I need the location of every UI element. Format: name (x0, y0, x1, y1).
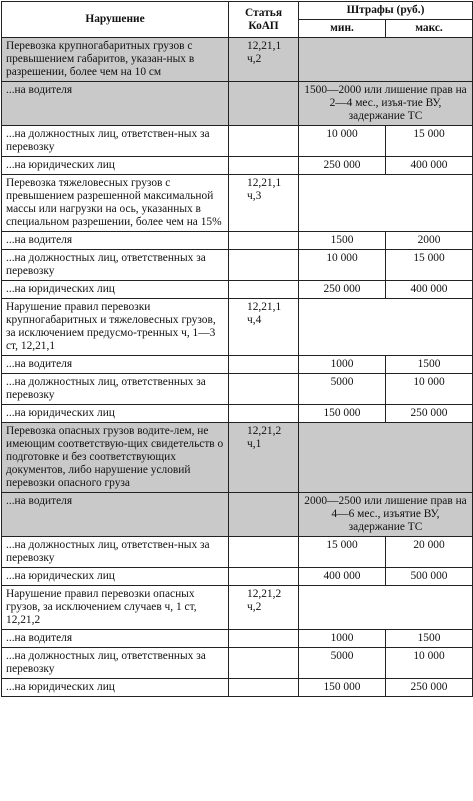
article-blank-cell (229, 537, 299, 568)
violation-row (2, 586, 473, 630)
violation-title: Перевозка крупногабаритных грузов с превышением габаритов, указан-ных в разрешении, более чем на 10 см (2, 38, 229, 82)
max-fine-cell: 15 000 (386, 126, 473, 157)
max-fine-cell: 10 000 (386, 648, 473, 679)
min-fine-cell: 250 000 (299, 157, 386, 175)
fine-subject-label: ...на должностных лиц, ответственных за перевозку (2, 648, 229, 679)
max-fine-cell: 250 000 (386, 405, 473, 423)
header-max: макс. (386, 20, 473, 38)
fine-row (2, 630, 473, 648)
max-fine-cell: 1500 (386, 630, 473, 648)
fine-subject-label: ...на водителя (2, 493, 229, 537)
article-blank-cell (229, 281, 299, 299)
fine-row (2, 568, 473, 586)
article-blank-cell (229, 126, 299, 157)
empty-fine-cell (299, 175, 473, 232)
min-fine-cell: 15 000 (299, 537, 386, 568)
violation-row (2, 175, 473, 232)
violation-row (2, 299, 473, 356)
fine-subject-label: ...на юридических лиц (2, 568, 229, 586)
article-blank-cell (229, 250, 299, 281)
fine-row (2, 281, 473, 299)
min-fine-cell: 5000 (299, 374, 386, 405)
fine-subject-label: ...на водителя (2, 232, 229, 250)
fine-subject-label: ...на юридических лиц (2, 405, 229, 423)
fine-subject-label: ...на юридических лиц (2, 281, 229, 299)
article-blank-cell (229, 679, 299, 697)
fine-subject-label: ...на водителя (2, 356, 229, 374)
article-cell: 12,21,2 ч,2 (229, 586, 299, 630)
max-fine-cell: 10 000 (386, 374, 473, 405)
article-blank-cell (229, 232, 299, 250)
fine-row (2, 232, 473, 250)
min-fine-cell: 250 000 (299, 281, 386, 299)
fines-table (1, 1, 473, 697)
article-blank-cell (229, 374, 299, 405)
violation-title: Перевозка опасных грузов водите-лем, не имеющим соответствую-щих свидетельств о подготовке и без соответствующих документов, либо нарушение условий перевозки опасного груза (2, 423, 229, 493)
min-fine-cell: 1000 (299, 356, 386, 374)
fine-row (2, 126, 473, 157)
violation-row (2, 423, 473, 493)
empty-fine-cell (299, 299, 473, 356)
article-blank-cell (229, 157, 299, 175)
combined-fine-cell: 2000—2500 или лишение прав на 4—6 мес., изъятие ВУ, задержание ТС (299, 493, 473, 537)
max-fine-cell: 500 000 (386, 568, 473, 586)
max-fine-cell: 2000 (386, 232, 473, 250)
fine-row (2, 250, 473, 281)
empty-fine-cell (299, 38, 473, 82)
article-blank-cell (229, 630, 299, 648)
header-min: мин. (299, 20, 386, 38)
fine-subject-label: ...на водителя (2, 630, 229, 648)
fine-subject-label: ...на должностных лиц, ответствен-ных за перевозку (2, 126, 229, 157)
min-fine-cell: 400 000 (299, 568, 386, 586)
fine-row (2, 493, 473, 537)
violation-title: Нарушение правил перевозки крупногабаритных и тяжеловесных грузов, за исключением предусмо-тренных ч, 1—3 ст, 12,21,1 (2, 299, 229, 356)
header-fines: Штрафы (руб.) (299, 2, 473, 20)
max-fine-cell: 400 000 (386, 157, 473, 175)
violation-row (2, 38, 473, 82)
min-fine-cell: 150 000 (299, 679, 386, 697)
article-blank-cell (229, 82, 299, 126)
fine-row (2, 356, 473, 374)
article-blank-cell (229, 356, 299, 374)
fine-subject-label: ...на юридических лиц (2, 157, 229, 175)
fine-row (2, 679, 473, 697)
min-fine-cell: 1500 (299, 232, 386, 250)
min-fine-cell: 10 000 (299, 250, 386, 281)
fine-subject-label: ...на должностных лиц, ответствен-ных за перевозку (2, 537, 229, 568)
empty-fine-cell (299, 586, 473, 630)
fine-row (2, 537, 473, 568)
max-fine-cell: 400 000 (386, 281, 473, 299)
article-cell: 12,21,1 ч,4 (229, 299, 299, 356)
fine-row (2, 157, 473, 175)
max-fine-cell: 1500 (386, 356, 473, 374)
article-cell: 12,21,1 ч,3 (229, 175, 299, 232)
header-violation: Нарушение (2, 2, 229, 38)
header-article: Статья КоАП (229, 2, 299, 38)
fine-row (2, 374, 473, 405)
fine-row (2, 405, 473, 423)
violation-title: Перевозка тяжеловесных грузов с превышением разрешенной максимальной массы или нагрузки на ось, указанных в специальном разрешении, более чем на 15% (2, 175, 229, 232)
table-body (2, 38, 473, 697)
article-blank-cell (229, 405, 299, 423)
fine-subject-label: ...на водителя (2, 82, 229, 126)
fine-row (2, 648, 473, 679)
max-fine-cell: 20 000 (386, 537, 473, 568)
violation-title: Нарушение правил перевозки опасных грузов, за исключением случаев ч, 1 ст, 12,21,2 (2, 586, 229, 630)
article-blank-cell (229, 493, 299, 537)
max-fine-cell: 250 000 (386, 679, 473, 697)
article-cell: 12,21,2 ч,1 (229, 423, 299, 493)
article-blank-cell (229, 648, 299, 679)
max-fine-cell: 15 000 (386, 250, 473, 281)
min-fine-cell: 5000 (299, 648, 386, 679)
fine-subject-label: ...на юридических лиц (2, 679, 229, 697)
empty-fine-cell (299, 423, 473, 493)
article-cell: 12,21,1 ч,2 (229, 38, 299, 82)
fine-row (2, 82, 473, 126)
fine-subject-label: ...на должностных лиц, ответственных за перевозку (2, 250, 229, 281)
fine-subject-label: ...на должностных лиц, ответственных за перевозку (2, 374, 229, 405)
article-blank-cell (229, 568, 299, 586)
min-fine-cell: 150 000 (299, 405, 386, 423)
min-fine-cell: 10 000 (299, 126, 386, 157)
combined-fine-cell: 1500—2000 или лишение прав на 2—4 мес., изъя-тие ВУ, задержание ТС (299, 82, 473, 126)
min-fine-cell: 1000 (299, 630, 386, 648)
